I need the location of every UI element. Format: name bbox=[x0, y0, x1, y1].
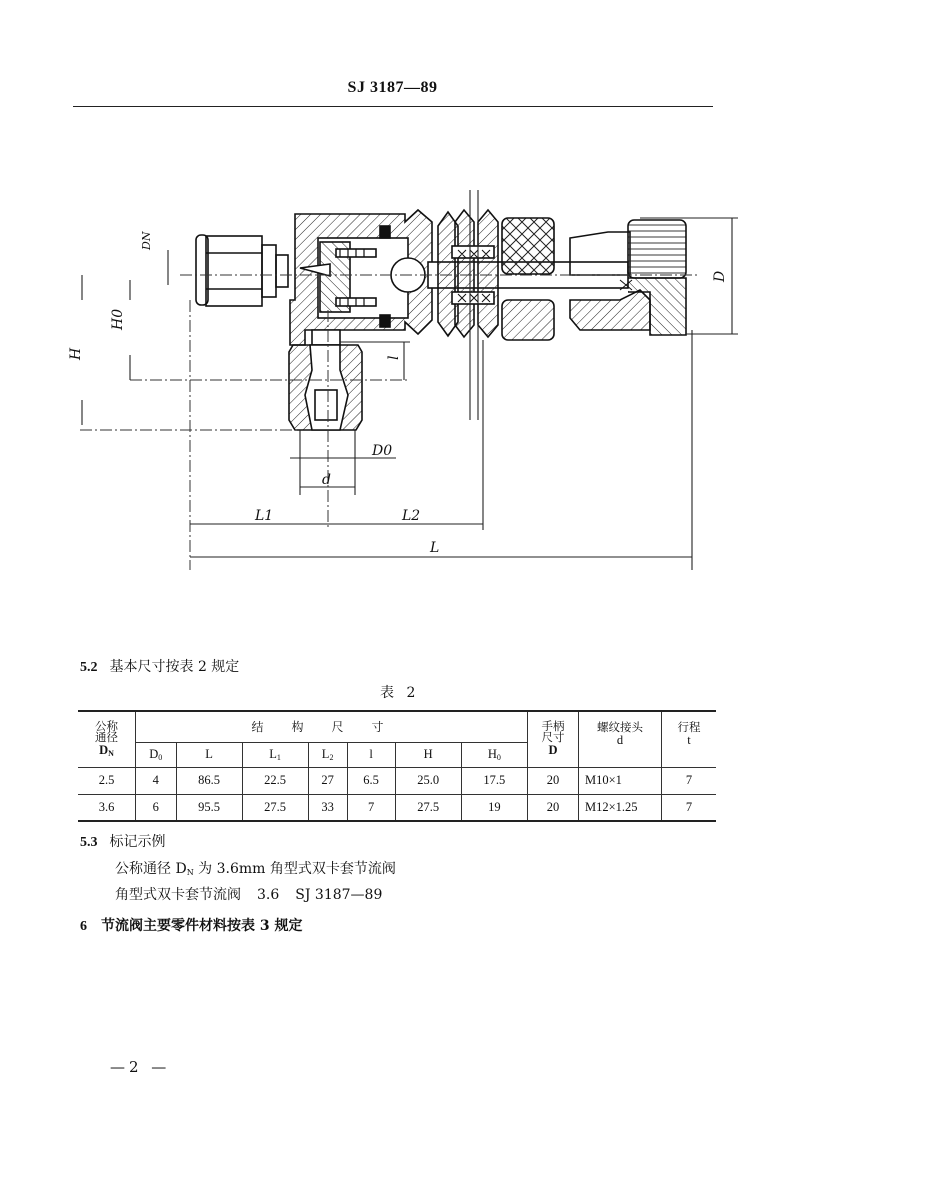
section-5-3 bbox=[80, 833, 166, 852]
cell-dn: 2.5 bbox=[78, 767, 136, 794]
cell-d0: 6 bbox=[136, 794, 177, 821]
cell-L1: 22.5 bbox=[242, 767, 308, 794]
label-l: l bbox=[386, 355, 402, 360]
marking-example-line-1: 公称通径 $D_N$ 为 3.6mm 角型式双卡套节流阀 bbox=[115, 861, 396, 877]
cell-H: 27.5 bbox=[395, 794, 461, 821]
header-structure-dims: 结构尺寸 bbox=[136, 711, 528, 742]
label-h0: H0 bbox=[110, 308, 126, 330]
header-l: l bbox=[347, 742, 395, 767]
header-thread: 螺纹接头 d bbox=[579, 711, 662, 767]
cell-l: 7 bbox=[347, 794, 395, 821]
table-row bbox=[78, 794, 716, 821]
header-handle: 手柄尺寸 D bbox=[528, 711, 579, 767]
section-text: 节流阀主要零件材料按表 3 规定 bbox=[101, 918, 303, 934]
section-number: 5.2 bbox=[80, 660, 98, 675]
section-number: 6 bbox=[80, 919, 87, 934]
header-L1: $L_1$ bbox=[242, 742, 308, 767]
cell-t: 7 bbox=[662, 794, 717, 821]
label-D: D bbox=[712, 270, 728, 282]
header-dn: 公称通径 $D_N$ bbox=[78, 711, 136, 767]
cell-L: 86.5 bbox=[176, 767, 242, 794]
cell-L1: 27.5 bbox=[242, 794, 308, 821]
header-stroke: 行程 t bbox=[662, 711, 717, 767]
cell-t: 7 bbox=[662, 767, 717, 794]
cell-dn: 3.6 bbox=[78, 794, 136, 821]
page-number: —2 — bbox=[110, 1058, 171, 1076]
cell-H0: 17.5 bbox=[461, 767, 527, 794]
header-H0: $H_0$ bbox=[461, 742, 527, 767]
header-rule bbox=[73, 106, 713, 107]
cell-d: M10×1 bbox=[579, 767, 662, 794]
cell-L: 95.5 bbox=[176, 794, 242, 821]
header-L: L bbox=[176, 742, 242, 767]
table-row bbox=[78, 767, 716, 794]
label-d: d bbox=[322, 472, 331, 488]
cell-H: 25.0 bbox=[395, 767, 461, 794]
cell-d0: 4 bbox=[136, 767, 177, 794]
dimensions-table bbox=[78, 710, 716, 822]
section-5-2 bbox=[80, 658, 239, 677]
cell-d: M12×1.25 bbox=[579, 794, 662, 821]
cell-H0: 19 bbox=[461, 794, 527, 821]
section-title: 标记示例 bbox=[109, 834, 166, 850]
cell-D: 20 bbox=[528, 794, 579, 821]
cell-l: 6.5 bbox=[347, 767, 395, 794]
marking-example-line-2: 角型式双卡套节流阀 3.6 SJ 3187—89 bbox=[115, 887, 383, 903]
section-number: 5.3 bbox=[80, 835, 98, 850]
valve-cross-section-drawing bbox=[60, 180, 750, 580]
label-dn: DN bbox=[140, 231, 153, 250]
label-h: H bbox=[68, 347, 84, 360]
cell-D: 20 bbox=[528, 767, 579, 794]
header-d0: $D_0$ bbox=[136, 742, 177, 767]
cell-L2: 33 bbox=[308, 794, 347, 821]
label-L: L bbox=[430, 540, 440, 556]
section-6 bbox=[80, 917, 303, 936]
label-l1: L1 bbox=[255, 508, 274, 524]
section-text: 基本尺寸按表 2 规定 bbox=[109, 659, 240, 675]
table-caption: 表 2 bbox=[380, 685, 420, 701]
cell-L2: 27 bbox=[308, 767, 347, 794]
standard-code-header: SJ 3187—89 bbox=[347, 79, 438, 96]
header-L2: $L_2$ bbox=[308, 742, 347, 767]
header-H: H bbox=[395, 742, 461, 767]
label-l2: L2 bbox=[402, 508, 421, 524]
label-d0: D0 bbox=[372, 443, 393, 459]
